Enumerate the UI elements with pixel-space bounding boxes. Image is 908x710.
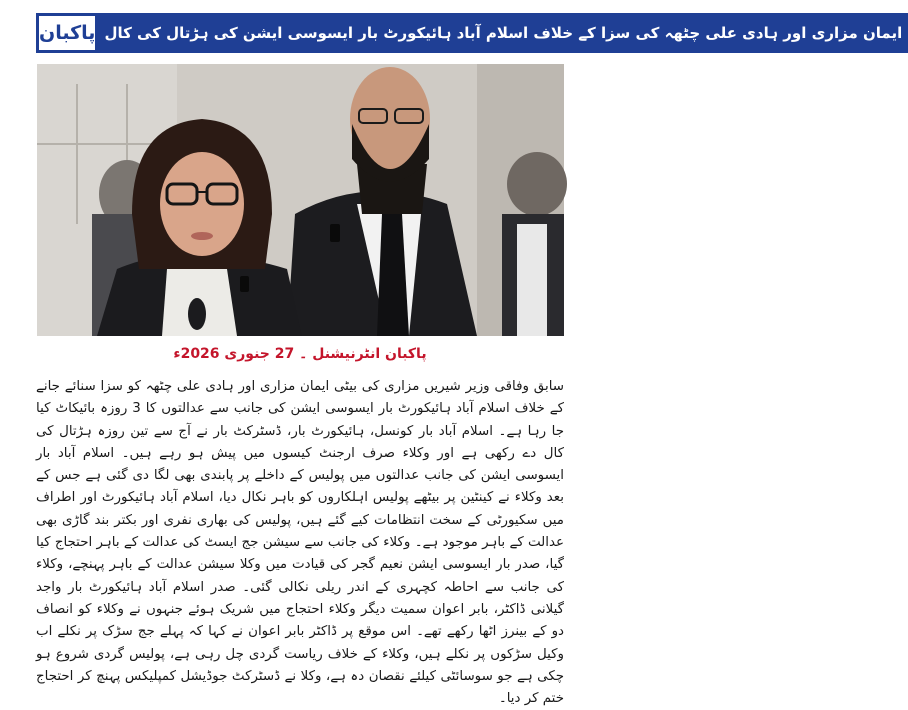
header-banner	[36, 13, 903, 53]
article-paragraph: سابق وفاقی وزیر شیریں مزاری کی بیٹی ایمان مزاری اور ہادی علی چٹھہ کو سزا سنائے جانے کے خلاف اسلام آباد ہائیکورٹ بار ایسوسی ایشن کی جانب سے عدالتوں کا 3 روزہ بائیکاٹ کیا جا رہا ہے۔ اسلام آباد بار کونسل، ہائیکورٹ بار، ڈسٹرکٹ بار نے آج سے تین روزہ ہڑتال کی کال دے رکھی ہے اور وکلاء صرف ارجنٹ کیسوں میں پیش ہو رہے ہیں۔ اسلام آباد بار ایسوسی ایشن کی جانب عدالتوں میں پولیس کے داخلے پر پابندی بھی لگا دی گئی ہے جس کے بعد وکلاء نے کینٹین پر بیٹھے پولیس اہلکاروں کو باہر نکال دیا، اسلام آباد ہائیکورٹ اور اطراف میں سکیورٹی کے سخت انتظامات کیے گئے ہیں، پولیس کی بھاری نفری اور بکتر بند گاڑی بھی عدالت کے باہر موجود ہے۔ وکلاء کی جانب سے سیشن جج ایسٹ کی عدالت کے باہر احتجاج کیا گیا، صدر بار ایسوسی ایشن نعیم گجر کی قیادت میں وکلا سیشن عدالت کے باہر پہنچے، وکلاء کی جانب سے احاطہ کچہری کے اندر ریلی نکالی گئی۔ صدر اسلام آباد ہائیکورٹ بار واجد گیلانی ڈاکٹر، بابر اعوان سمیت دیگر وکلاء احتجاج میں شریک ہوئے جنہوں نے وکلاء کو انصاف دو کے بینرز اٹھا رکھے تھے۔ اس موقع پر ڈاکٹر بابر اعوان نے کہا کہ پہلے جج سڑک پر نکلے اب وکیل سڑکوں پر نکلے ہیں، وکلاء کے خلاف ریاست گردی چل رہی ہے، پولیس گردی شروع ہو چکی ہے جو سوسائٹی کیلئے نقصان دہ ہے، وکلا نے ڈسٹرکٹ جوڈیشل کمپلیکس پہنچ کر احتجاج ختم کر دیا۔	[36, 379, 564, 707]
news-photo	[37, 64, 564, 336]
article-body	[36, 376, 564, 710]
brand-logo[interactable]: پاکبان	[36, 13, 98, 53]
headline: ایمان مزاری اور ہادی علی چٹھہ کی سزا کے خلاف اسلام آباد ہائیکورٹ بار ایسوسی ایشن کی ہڑتال کی کال	[98, 13, 908, 53]
dateline: پاکبان انٹرنیشنل ۔ 27 جنوری 2026ء	[173, 346, 427, 362]
